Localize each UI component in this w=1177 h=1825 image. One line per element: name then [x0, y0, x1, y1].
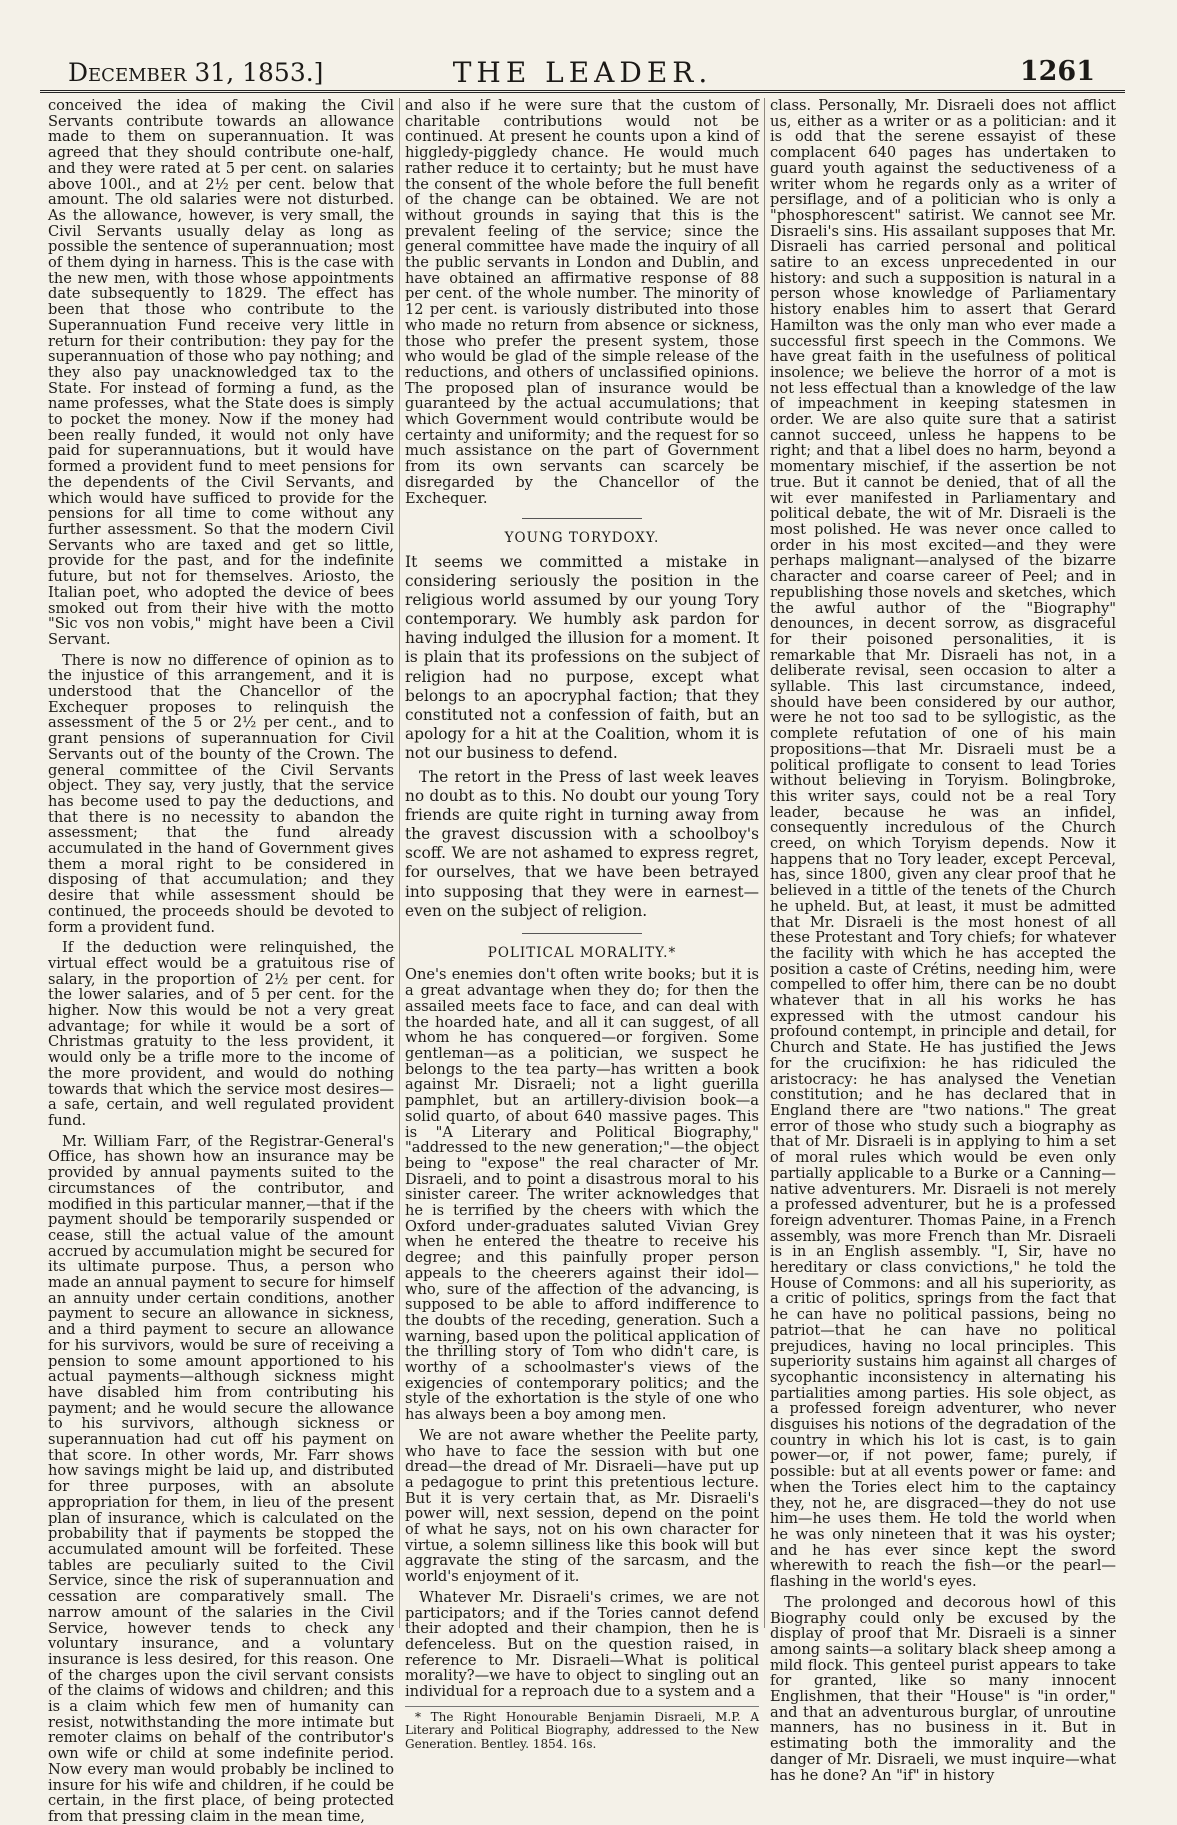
paragraph: The prolonged and decorous howl of this Biography could only be excused by the display of proof that Mr. Disraeli is a sinner among saints—a solitary black sheep among a mild flock. This genteel purist appears to take for granted, like so many innocent Englishmen, that their "House" is "in order," and that an adventurous burglar, of unroutine manners, has no business in it. But in estimating both the immorality and the danger of Mr. Disraeli, we must inquire—what has he done? An "if" in history: [770, 1593, 1116, 1784]
paragraph: The retort in the Press of last week leaves no doubt as to this. No doubt our young Tory friends are quite right in turning away from the gravest discussion with a schoolboy's scoff. We are not ashamed to express regret, for ourselves, that we have been betrayed into supposing that they were in earnest—even on the subject of religion.: [405, 768, 759, 920]
issue-date: December 31, 1853.]: [68, 58, 324, 87]
paragraph: One's enemies don't often write books; but it is a great advantage when they do; for then the assailed meets face to face, and can deal with the hoarded hate, and all it can suggest, of all whom he has conquered—or forgiven. Some gentleman—as a politician, we suspect he belongs to the tea party—has written a book against Mr. Disraeli; not a light guerilla pamphlet, but an artillery-division book—a solid quarto, of about 640 massive pages. This is "A Literary and Political Biography," "addressed to the new generation;"—the object being to "expose" the real character of Mr. Disraeli, and to point a disastrous moral to his sinister career. The writer acknowledges that he is terrified by the cheers with which the Oxford under-graduates saluted Vivian Grey when he entered the theatre to receive his degree; and this painfully proper person appeals to the cheerers against their idol—who, sure of the affection of the advancing, is supposed to be able to afford indifference to the doubts of the receding, generation. Such a warning, based upon the political application of the thrilling story of Tom who didn't care, is worthy of a schoolmaster's views of the exigencies of contemporary politics; and the style of the exhortation is the style of one who has always been a boy among men.: [405, 966, 759, 1424]
section-divider: [522, 933, 642, 934]
newspaper-title: THE LEADER.: [452, 56, 713, 89]
article-heading: YOUNG TORYDOXY.: [504, 530, 660, 547]
column-rule: [764, 98, 765, 1628]
page-number: 1261: [1019, 56, 1095, 87]
paragraph: We are not aware whether the Peelite party, who have to face the session with but one dread—the dread of Mr. Disraeli—have put up a pedagogue to print this pretentious lecture. But it is very certain that, as Mr. Disraeli's power will, next session, depend on the point of what he says, not on his own character for virtue, a solemn silliness like this book will but aggravate the sting of the sarcasm, and the world's enjoyment of it.: [405, 1426, 759, 1586]
paragraph: If the deduction were relinquished, the virtual effect would be a gratuitous rise of salary, in the proportion of 2½ per cent. for the lower salaries, and of 5 per cent. for the higher. Now this would be not a very great advantage; for while it would be a sort of Christmas gratuity to the less provident, it would only be a trifle more to the income of the more provident, and would do nothing towards that which the service most desires—a safe, certain, and well regulated provident fund.: [48, 939, 394, 1129]
section-divider: [522, 518, 642, 519]
paragraph: and also if he were sure that the custom of charitable contributions would not be continued. At present he counts upon a kind of higgledy-piggledy chance. He would much rather reduce it to certainty; but he must have the consent of the whole before the full benefit of the change can be obtained. We are not without grounds in saying that this is the prevalent feeling of the service; since the general committee have made the inquiry of all the public servants in London and Dublin, and have obtained an affirmative response of 88 per cent. of the whole number. The minority of 12 per cent. is variously distributed into those who made no return from absence or sickness, those who prefer the present system, those who would be glad of the simple release of the reductions, and others of unclassified opinions. The proposed plan of insurance would be guaranteed by the actual accumulations; that which Government would contribute would be certainty and uniformity; and the request for so much assistance on the part of Government from its own servants can scarcely be disregarded by the Chancellor of the Exchequer.: [405, 97, 759, 507]
paragraph: Whatever Mr. Disraeli's crimes, we are not participators; and if the Tories cannot defend their adopted and their champion, then he is defenceless. But on the question raised, in reference to Mr. Disraeli—What is political morality?—we have to object to singling out an individual for a reproach due to a system and a: [405, 1588, 759, 1701]
footnote: * The Right Honourable Benjamin Disraeli, M.P. A Literary and Political Biography, addressed to the New Generation. Bentley. 1854. 16s.: [405, 1706, 759, 1751]
column-1: [48, 97, 394, 1825]
masthead: [40, 50, 1125, 93]
article-heading: POLITICAL MORALITY.*: [487, 944, 677, 961]
paragraph: class. Personally, Mr. Disraeli does not afflict us, either as a writer or as a politician: and it is odd that the serene essayist of these complacent 640 pages has undertaken to guard youth against the seductiveness of a writer whom he regards only as a writer of persiflage, and of a politician who is only a "phosphorescent" satirist. We cannot see Mr. Disraeli's sins. His assailant supposes that Mr. Disraeli has carried personal and political satire to an excess unprecedented in our history: and such a supposition is natural in a person whose knowledge of Parliamentary history enables him to assert that Gerard Hamilton was the only man who ever made a successful first speech in the Commons. We have great faith in the usefulness of political insolence; we believe the horror of a mot is not less effectual than a knowledge of the law of impeachment in keeping statesmen in order. We are also quite sure that a satirist cannot succeed, unless he happens to be right; and that a libel does no harm, beyond a momentary mischief, if the assertion be not true. But it cannot be denied, that of all the wit ever manifested in Parliamentary and political debate, the wit of Mr. Disraeli is the most polished. He was never once called to order in his most excited—and they were perhaps malignant—analysed of the bizarre character and coarse career of Peel; and in republishing those novels and sketches, which the awful author of the "Biography" denounces, in decent sorrow, as disgraceful for their poisoned personalities, it is remarkable that Mr. Disraeli has not, in a deliberate revisal, seen occasion to alter a syllable. This last circumstance, indeed, should have been considered by our author, were he not too sad to be syllogistic, as the complete refutation of one of his main propositions—that Mr. Disraeli must be a political profligate to consent to lead Tories without believing in Toryism. Bolingbroke, this writer says, could not be a real Tory leader, because he was an infidel, consequently incredulous of the Church creed, on which Toryism depends. Now it happens that no Tory leader, except Perceval, has, since 1800, given any clear proof that he believed in a tittle of the tenets of the Church he upheld. But, at least, it must be admitted that Mr. Disraeli is the most honest of all these Protestant and Tory chiefs; for whatever the facility with which he has accepted the position a caste of Crétins, needing him, were compelled to offer him, there can be no doubt whatever that in all his works he has expressed with the utmost candour his profound contempt, in principle and detail, for Church and State. He has justified the Jews for the crucifixion: he has ridiculed the aristocracy: he has analysed the Venetian constitution; and he has declared that in England there are "two nations." The great error of those who study such a biography as that of Mr. Disraeli is in applying to him a set of moral rules which would be even only partially applicable to a Burke or a Canning—native adventurers. Mr. Disraeli is not merely a professed adventurer, but he is a professed foreign adventurer. Thomas Paine, in a French assembly, was more French than Mr. Disraeli is in an English assembly. "I, Sir, have no hereditary or class convictions," he told the House of Commons: and all his superiority, as a critic of politics, springs from the fact that he can have no political passions, being no patriot—that he can have no political prejudices, having no local principles. This superiority sustains him against all charges of sycophantic inconsistency in alternating his partialities among parties. His sole object, as a professed foreign adventurer, who never disguises his notions of the degradation of the country in which his lot is cast, is to gain power—or, if not power, fame; purely, if possible: but at all events power or fame: and when the Tories elect him to the captaincy they, not he, are disgraced—they do not use him—he uses them. He told the world when he was only nineteen that it was his oyster; and he has ever since kept the sword wherewith to reach the fish—or the pearl—flashing in the world's eyes.: [770, 97, 1116, 1591]
column-2: [405, 97, 759, 1751]
column-rule: [399, 98, 400, 1628]
paragraph: It seems we committed a mistake in considering seriously the position in the religious world assumed by our young Tory contemporary. We humbly ask pardon for having indulged the illusion for a moment. It is plain that its professions on the subject of religion had no purpose, except what belongs to an apocryphal faction; that they constituted not a confession of faith, but an apology for a hit at the Coalition, whom it is not our business to defend.: [405, 552, 759, 762]
paragraph: conceived the idea of making the Civil Servants contribute towards an allowance made to them on superannuation. It was agreed that they should contribute one-half, and they were rated at 5 per cent. on salaries above 100l., and at 2½ per cent. below that amount. The old salaries were not disturbed. As the allowance, however, is very small, the Civil Servants usually delay as long as possible the sentence of superannuation; most of them dying in harness. This is the case with the new men, with those whose appointments date subsequently to 1829. The effect has been that those who contribute to the Superannuation Fund receive very little in return for their contribution: they pay for the superannuation of those who pay nothing; and they also pay unacknowledged tax to the State. For instead of forming a fund, as the name professes, what the State does is simply to pocket the money. Now if the money had been really funded, it would not only have paid for superannuations, but it would have formed a provident fund to meet pensions for the dependents of the Civil Servants, and which would have sufficed to provide for the pensions for all time to come without any further assessment. So that the modern Civil Servants who are taxed and get so little, provide for the past, and for the indefinite future, but not for themselves. Ariosto, the Italian poet, who adopted the device of bees smoked out from their hive with the motto "Sic vos non vobis," might have been a Civil Servant.: [48, 97, 394, 648]
column-3: [770, 97, 1116, 1784]
paragraph: There is now no difference of opinion as to the injustice of this arrangement, and it is understood that the Chancellor of the Exchequer proposes to relinquish the assessment of the 5 or 2½ per cent., and to grant pensions of superannuation for Civil Servants out of the bounty of the Crown. The general committee of the Civil Servants object. They say, very justly, that the service has become used to pay the deductions, and that there is no necessity to abandon the assessment; that the fund already accumulated in the hand of Government gives them a moral right to be considered in disposing of that accumulation; and they desire that while assessment should be continued, the proceeds should be devoted to form a provident fund.: [48, 651, 394, 936]
paragraph: Mr. William Farr, of the Registrar-General's Office, has shown how an insurance may be provided by annual payments suited to the circumstances of the contributor, and modified in this particular manner,—that if the payment should be temporarily suspended or cease, still the actual value of the amount accrued by accumulation might be secured for its ultimate purpose. Thus, a person who made an annual payment to secure for himself an annuity under certain conditions, another payment to secure an allowance in sickness, and a third payment to secure an allowance for his survivors, would be sure of receiving a pension to some amount apportioned to his actual payments—although sickness might have disabled him from contributing his payment; and he would secure the allowance to his survivors, although sickness or superannuation had cut off his payment on that score. In other words, Mr. Farr shows how savings might be laid up, and distributed for three purposes, with an absolute appropriation for them, in lieu of the present plan of insurance, which is calculated on the probability that if payments be stopped the accumulated amount will be forfeited. These tables are peculiarly suited to the Civil Service, since the risk of superannuation and cessation are comparatively small. The narrow amount of the salaries in the Civil Service, however tends to check any voluntary insurance, and a voluntary insurance is less desired, for this reason. One of the charges upon the civil servant consists of the claims of widows and children; and this is a claim which few men of humanity can resist, notwithstanding the more intimate but remoter claims on behalf of the contributor's own wife or child at some indefinite period. Now every man would probably be inclined to insure for his wife and children, if he could be certain, in the first place, of being protected from that pressing claim in the mean time,: [48, 1132, 394, 1825]
